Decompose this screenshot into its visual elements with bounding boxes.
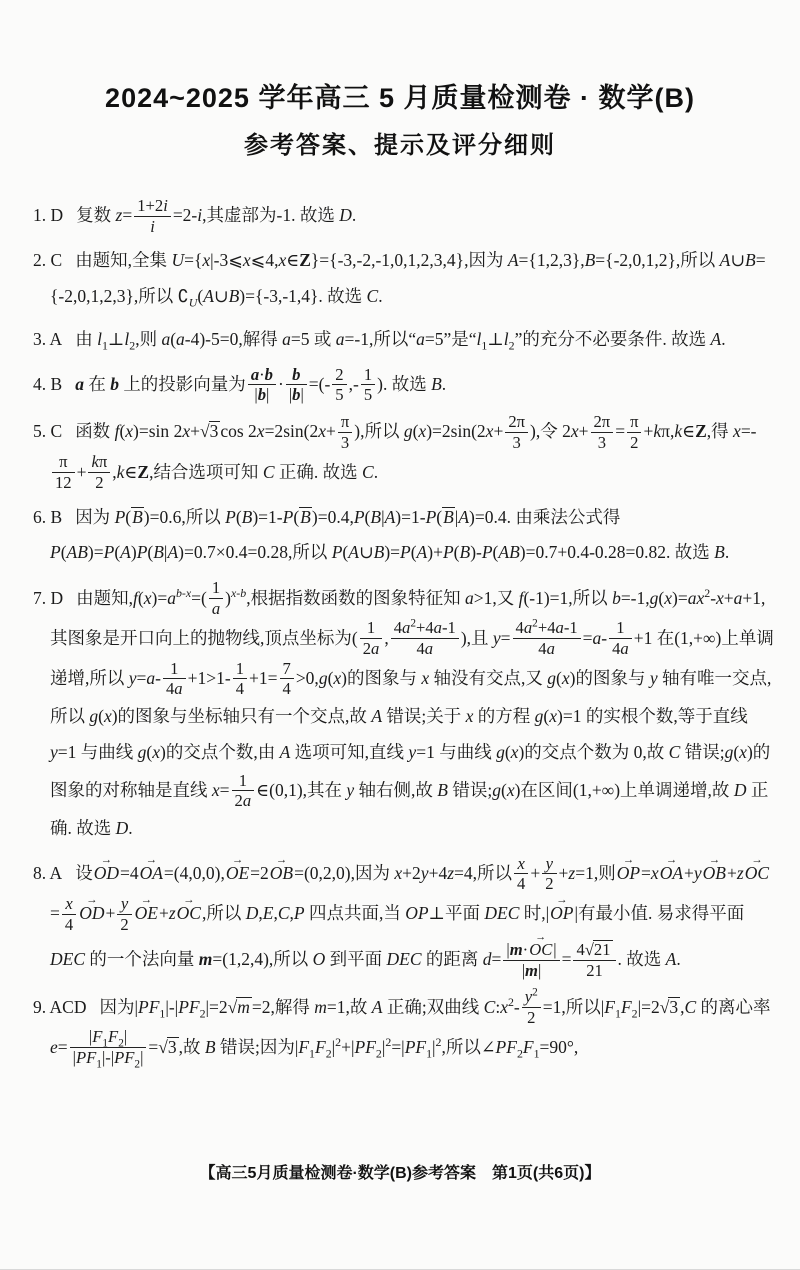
answer-item-8 [33,854,776,980]
answer-item-3 [33,322,776,358]
answer-number: 7. D [33,587,64,608]
answer-item-7 [33,578,776,847]
page-footer: 【高三5月质量检测卷·数学(B)参考答案 第1页(共6页)】 [199,1165,601,1182]
answer-item-5 [33,412,776,492]
answer-number: 6. B [33,506,63,527]
answer-text: a 在 b 上的投影向量为 $\frac{a\cdot b}{|b|}$ · $\frac{b}{|b|}$ =(- $\frac{2}{5}$ ,- $\frac{1}{5}$ ). 故选 B. [75,364,447,405]
answer-text: 由题知$,f(x)=a^{b-x}=$( $\frac{1}{a}$ )$^{x-b}$,根据指数函数的图象特征知 a>1,又 f(-1)=1,所以 $b=-1,g(x)=ax^2-x+a+1$,其图象是开口向上的抛物线,顶点坐标为( $\frac{1}{2a}$ , $\frac{4a^2+4a-1}{4a}$ ),且 y= $\frac{4a^2+4a-1}{4a}$ =a- $\frac{1}{4a}$ +1 在(1,+∞)上单调递增,所以 y=a- $\frac{1}{4a}$ +1>1- $\frac{1}{4}$ +1= $\frac{7}{4}$ >0,g(x)的图象与 x 轴没有交点,又 g(x)的图象与 y 轴有唯一交点,所以 g(x)的图象与坐标轴只有一个交点,故 A 错误;关于 x 的方程 g(x)=1 的实根个数,等于直线 y=1 与曲线 g(x)的交点个数,由 A 选项可知,直线 y=1 与曲线 g(x)的交点个数为 0,故 C 错误;g(x)的图象的对称轴是直线 x= $\frac{1}{2a}$ ∈(0,1),其在 y 轴右侧,故 B 错误;g(x)在区间(1,+∞)上单调递增,故 D 正确. 故选 D. [50,578,774,838]
exam-title: 2024~2025 学年高三 5 月质量检测卷 · 数学(B) [105,83,695,113]
answer-text: 设 → OD =4 → OA =(4,0,0), → OE =2 → OB =(0,2,0),因为 x+2y+4z=4,所以 $\frac{x}{4}$ + $\frac{y}{2}$ +z=1,则 → OP =x → OA +y → OB +z → OC = $\frac{x}{4}$ → OD + $\frac{y}{2}$ → OE +z → OC ,所以 D,E,C,P 四点共面,当 OP⊥平面 DEC 时,| → OP |有最小值. 易求得平面 DEC 的一个法向量 m=(1,2,4),所以 O 到平面 DEC 的距离 d= |m· → OC | |m| = $\frac{4√21}{21}$ . 故选 A. [50,853,769,980]
answer-number: 4. B [33,374,63,395]
answer-number: 5. C [33,421,63,442]
answer-text: 复数 z= $\frac{1+2i}{i}$ =2-i,其虚部为-1. 故选 D. [76,196,357,236]
answer-list [0,196,800,1071]
answer-number: 1. D [33,205,64,226]
answer-item-4 [33,365,776,405]
answer-item-6 [33,500,776,572]
answer-text: 由 $l_1\perp l_2$,则 a(a-4)-5=0,解得 a=5 或 a=-1,所以“a=5”是“$l_1\perp l_2$”的充分不必要条件. 故选 A. [75,328,726,353]
answer-text: 函数 f(x)=sin 2x+√3 cos 2x=2sin(2x+ $\frac{\pi}{3}$ ),所以 g(x)=2sin(2x+ $\frac{2\pi}{3}$ ),令 2x+ $\frac{2\pi}{3}$ = $\frac{\pi}{2}$ +kπ,k∈Z,得 x=- $\frac{\pi}{12}$ + $\frac{k\pi}{2}$ ,k∈Z,结合选项可知 C 正确. 故选 C. [50,421,757,481]
answer-item-9 [33,986,776,1071]
answer-text: 由题知,全集 U={x|-3⩽x⩽4,x∈Z}={-3,-2,-1,0,1,2,3,4},因为 A={1,2,3},B={-2,0,1,2},所以 A∪B={-2,0,1,2,3},所以 $∁_U(A\cup B)=\{-3,-1,4\}$. 故选 C. [50,250,766,310]
answer-item-2 [33,243,776,315]
answer-number: 8. A [33,863,63,884]
answer-number: 3. A [33,328,63,349]
answer-text: 因为 P(B)=0.6,所以 P(B)=1-P(B)=0.4,P(B|A)=1-P(B|A)=0.4. 由乘法公式得 P(AB)=P(A)P(B|A)=0.7×0.4=0.28,所以 P(A∪B)=P(A)+P(B)-P(AB)=0.7+0.4-0.28=0.82. 故选 B. [50,506,730,563]
answer-number: 2. C [33,250,63,271]
answer-key-subtitle: 参考答案、提示及评分细则 [244,132,556,159]
answer-text: 因为$|PF_1|-|PF_2|=2√m =2$,解得 m=1,故 A 正确;双曲线 $C:x^2-$ $\frac{y^2}{2}$ =1,所以$|F_1F_2|=2√3$ ,C 的离心率 e= $\frac{|F_1F_2|}{|PF_1|-|PF_2|}$ =√3 ,故 B 错误;因为$|F_1F_2|^2+|PF_2|^2=|PF_1|^2$,所以$\angle PF_2F_1=90^\circ$, [50,986,771,1071]
answer-item-1 [33,196,776,236]
answer-number: 9. ACD [33,996,87,1017]
